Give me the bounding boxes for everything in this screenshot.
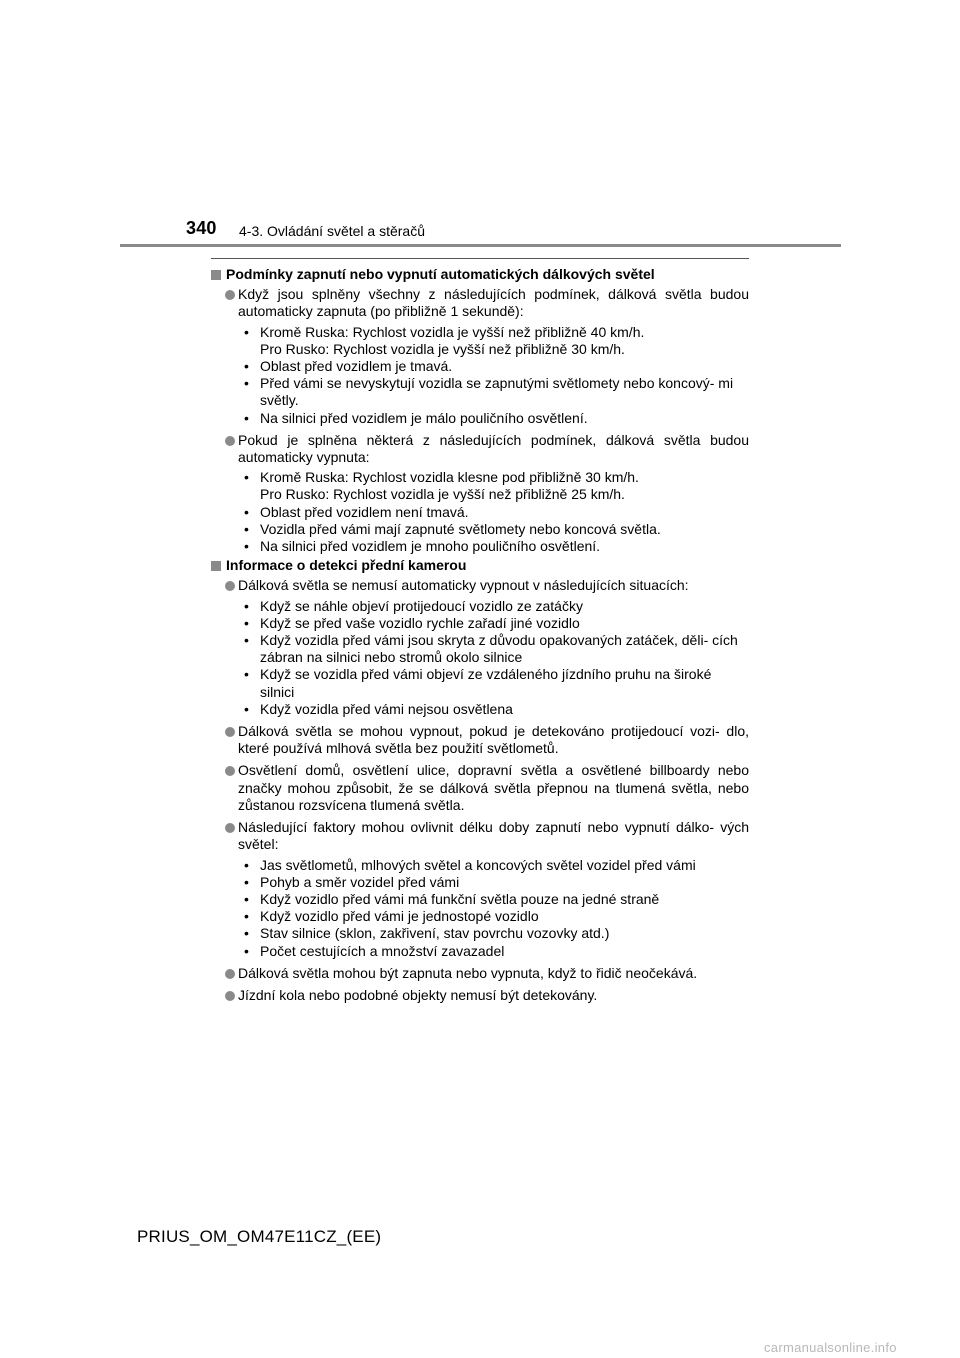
circle-bullet-icon [225,969,235,979]
sub-list [211,469,749,555]
list-item [211,965,749,982]
circle-bullet-icon [225,581,235,591]
square-bullet-icon [211,561,221,571]
sub-list-item-text: Oblast před vozidlem je tmavá. [260,358,453,375]
sub-list-item-text: Když se vozidla před vámi objeví ze vzdáleného jízdního pruhu na široké silnici [260,666,712,700]
sub-list-item-text: Pohyb a směr vozidel před vámi [260,873,460,890]
sub-list-item-text: Oblast před vozidlem není tmavá. [260,503,469,520]
dot-bullet-icon: • [244,942,249,959]
page-content [211,266,749,1006]
circle-bullet-icon [225,727,235,737]
header-rule [120,244,841,247]
sub-list-item-text: Když vozidla před vámi nejsou osvětlena [260,700,513,717]
sub-list-item-text: Když se náhle objeví protijedoucí vozidlo ze zatáčky [260,597,583,614]
sub-list-item [211,891,749,908]
dot-bullet-icon: • [244,538,249,555]
section-title-text: Podmínky zapnutí nebo vypnutí automatických dálkových světel [226,266,655,282]
dot-bullet-icon: • [244,614,249,631]
dot-bullet-icon: • [244,503,249,520]
section-title [211,557,749,574]
sub-list-item [211,666,749,700]
sub-list-item-text: Když vozidlo před vámi má funkční světla pouze na jedné straně [260,890,660,907]
sub-list-item [211,857,749,874]
sub-list-item-text: Pro Rusko: Rychlost vozidla je vyšší než přibližně 30 km/h. [260,340,625,357]
list-item [211,987,749,1004]
dot-bullet-icon: • [244,925,249,942]
dot-bullet-icon: • [244,358,249,375]
list-item-text: Dálková světla se nemusí automaticky vypnout v následujících situacích: [238,577,689,594]
spacer [211,1004,749,1006]
sub-list-item [211,632,749,666]
sub-list-item-text: Jas světlometů, mlhových světel a koncových světel vozidel před vámi [260,856,696,873]
circle-bullet-icon [225,766,235,776]
sub-list-item [211,504,749,521]
spacer [211,982,749,984]
dot-bullet-icon: • [244,375,249,392]
sub-list-item [211,943,749,960]
dot-bullet-icon: • [244,520,249,537]
sub-list-item-text: Kromě Ruska: Rychlost vozidla klesne pod přibližně 30 km/h. [260,469,639,486]
spacer [211,427,749,429]
list-item-text: Když jsou splněny všechny z následujících podmínek, dálková světla budou automaticky zapnuta (po přibližně 1 sekundě): [238,286,749,320]
list-item [211,577,749,594]
list-item-text: Dálková světla mohou být zapnuta nebo vypnuta, když to řidič neočekává. [238,964,698,981]
sub-list-item-text: Na silnici před vozidlem je mnoho pouličního osvětlení. [260,538,601,555]
dot-bullet-icon: • [244,597,249,614]
spacer [211,960,749,962]
sub-list [211,857,749,960]
dot-bullet-icon: • [244,856,249,873]
sub-list-item [211,521,749,538]
section-title [211,266,749,283]
chapter-title: 4-3. Ovládání světel a stěračů [239,223,425,239]
section-title-text: Informace o detekci přední kamerou [226,557,467,574]
circle-bullet-icon [225,991,235,1001]
sub-list-item [211,538,749,555]
sub-list-item-text: Když se před vaše vozidlo rychle zařadí jiné vozidlo [260,614,580,631]
sub-list-item [211,324,749,341]
square-bullet-icon [211,270,221,280]
watermark: carmanualsonline.info [764,1340,897,1355]
list-item-text: Následující faktory mohou ovlivnit délku doby zapnutí nebo vypnutí dálko- vých světel: [238,819,749,853]
list-item-text: Jízdní kola nebo podobné objekty nemusí být detekovány. [238,986,598,1003]
dot-bullet-icon: • [244,890,249,907]
spacer [211,814,749,816]
footer-code: PRIUS_OM_OM47E11CZ_(EE) [137,1227,382,1246]
list-item [211,723,749,757]
sub-list-item-text: Stav silnice (sklon, zakřivení, stav povrchu vozovky atd.) [260,925,610,942]
list-item [211,819,749,853]
sub-list-item [211,615,749,632]
list-item [211,432,749,466]
list-item [211,286,749,320]
sub-list-item-text: Před vámi se nevyskytují vozidla se zapnutými světlomety nebo koncový- mi světly. [260,375,734,409]
sub-list-item [211,925,749,942]
circle-bullet-icon [225,290,235,300]
sub-list-item [211,908,749,925]
sub-list-item-text: Počet cestujících a množství zavazadel [260,942,505,959]
content-rule [211,258,749,259]
spacer [211,757,749,759]
list-item-text: Pokud je splněna některá z následujících podmínek, dálková světla budou automaticky vypnuta: [238,431,749,466]
sub-list-item [211,874,749,891]
circle-bullet-icon [225,436,235,446]
dot-bullet-icon: • [244,700,249,717]
sub-list-item-text: Kromě Ruska: Rychlost vozidla je vyšší než přibližně 40 km/h. [260,323,645,340]
sub-list-item [211,341,749,358]
sub-list-item [211,701,749,718]
dot-bullet-icon: • [244,323,249,340]
dot-bullet-icon: • [244,908,249,925]
dot-bullet-icon: • [244,632,249,649]
sub-list-item-text: Na silnici před vozidlem je málo pouličního osvětlení. [260,409,588,426]
sub-list [211,324,749,427]
page-number: 340 [186,218,217,238]
list-item-text: Osvětlení domů, osvětlení ulice, dopravní světla a osvětlené billboardy nebo značky mohou způsobit, že se dálková světla přepnou na tlumená světla, nebo zůstanou rozsvícena tlumená světla. [238,762,749,813]
sub-list-item [211,469,749,486]
spacer [211,718,749,720]
dot-bullet-icon: • [244,873,249,890]
sub-list [211,598,749,718]
dot-bullet-icon: • [244,666,249,683]
list-item-text: Dálková světla se mohou vypnout, pokud je detekováno protijedoucí vozi- dlo, které používá mlhová světla bez použití světlometů. [238,723,749,757]
sub-list-item-text: Když vozidlo před vámi je jednostopé vozidlo [260,908,539,925]
sub-list-item [211,358,749,375]
dot-bullet-icon: • [244,469,249,486]
sub-list-item [211,598,749,615]
sub-list-item [211,410,749,427]
sub-list-item-text: Když vozidla před vámi jsou skryta z důvodu opakovaných zatáček, děli- cích zábran na silnici nebo stromů okolo silnice [260,632,738,666]
sub-list-item-text: Pro Rusko: Rychlost vozidla je vyšší než přibližně 25 km/h. [260,486,625,503]
sub-list-item [211,375,749,409]
circle-bullet-icon [225,823,235,833]
sub-list-item [211,486,749,503]
list-item [211,762,749,814]
dot-bullet-icon: • [244,409,249,426]
sub-list-item-text: Vozidla před vámi mají zapnuté světlomety nebo koncová světla. [260,520,661,537]
